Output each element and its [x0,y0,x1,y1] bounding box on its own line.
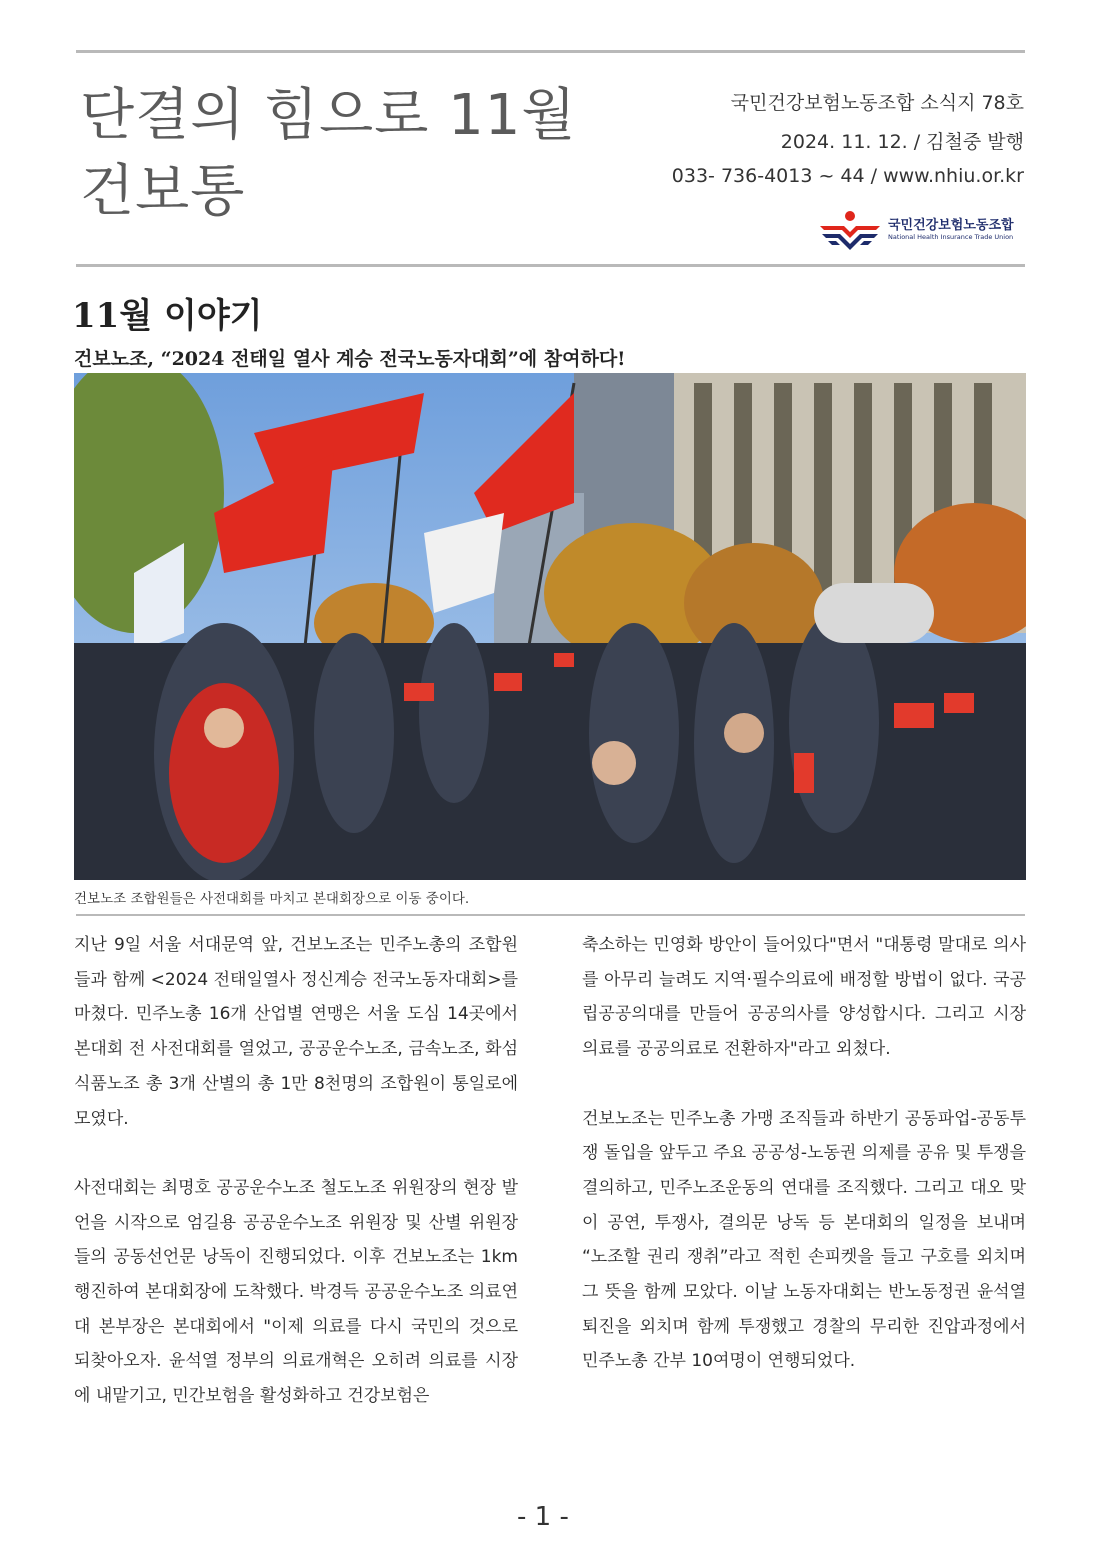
newsletter-title [80,78,577,230]
publish-date: 2024. 11. 12. / 김철중 발행 [780,131,1024,153]
article-paragraph: 지난 9일 서울 서대문역 앞, 건보노조는 민주노총의 조합원들과 함께 <2024 전태일열사 정신계승 전국노동자대회>를 마쳤다. 민주노총 16개 산업별 연맹은 서울 도심 14곳에서 본대회 전 사전대회를 열었고, 공공운수노조, 금속노조, 화섬식품노조 총 3개 산별의 총 1만 8천명의 조합원이 통일로에 모였다. [74,935,518,1129]
photo-caption: 건보노조 조합원들은 사전대회를 마치고 본대회장으로 이동 중이다. [74,891,470,907]
header-divider [76,264,1025,267]
issue-number: 국민건강보험노동조합 소식지 78호 [730,92,1024,114]
section-title: 11월 이야기 [72,296,263,336]
article-headline: 건보노조, “2024 전태일 열사 계승 전국노동자대회”에 참여하다! [74,348,626,370]
contact-info[interactable]: 033- 736-4013 ~ 44 / www.nhiu.or.kr [671,165,1024,187]
union-logo [818,210,1014,250]
logo-korean-name: 국민건강보험노동조합 [888,218,1014,234]
logo-english-name: National Health Insurance Trade Union [888,233,1014,242]
article-column-right [582,928,1026,1379]
caption-divider [76,914,1025,916]
top-rule [76,50,1025,53]
article-paragraph: 축소하는 민영화 방안이 들어있다"면서 "대통령 말대로 의사를 아무리 늘려도 지역·필수의료에 배정할 방법이 없다. 국공립공공의대를 만들어 공공의사를 양성합시다. 그리고 시장 의료를 공공의료로 전환하자"라고 외쳤다. [582,935,1026,1060]
rally-photo [74,373,1026,880]
article-paragraph: 사전대회는 최명호 공공운수노조 철도노조 위원장의 현장 발언을 시작으로 엄길용 공공운수노조 위원장 및 산별 위원장들의 공동선언문 낭독이 진행되었다. 이후 건보노조는 1km 행진하여 본대회장에 도착했다. 박경득 공공운수노조 의료연대 본부장은 본대회에서 "이제 의료를 다시 국민의 것으로 되찾아오자. 윤석열 정부의 의료개혁은 오히려 의료를 시장에 내맡기고, 민간보험을 활성화하고 건강보험은 [74,1177,518,1407]
title-line-1: 단결의 힘으로 11월 [80,83,577,148]
article-paragraph: 건보노조는 민주노총 가맹 조직들과 하반기 공동파업-공동투쟁 돌입을 앞두고 주요 공공성-노동권 의제를 공유 및 투쟁을 결의하고, 민주노조운동의 연대를 조직했다. 그리고 대오 맞이 공연, 투쟁사, 결의문 낭독 등 본대회의 일정을 보내며 “노조할 권리 쟁취”라고 적힌 손피켓을 들고 구호를 외치며 그 뜻을 함께 모았다. 이날 노동자대회는 반노동정권 윤석열 퇴진을 외치며 함께 투쟁했고 경찰의 무리한 진압과정에서 민주노총 간부 10여명이 연행되었다. [582,1108,1026,1372]
page-number: - 1 - [513,1502,573,1532]
title-line-2: 건보통 [80,159,246,224]
article-column-left [74,928,518,1414]
union-emblem-icon [818,210,882,250]
